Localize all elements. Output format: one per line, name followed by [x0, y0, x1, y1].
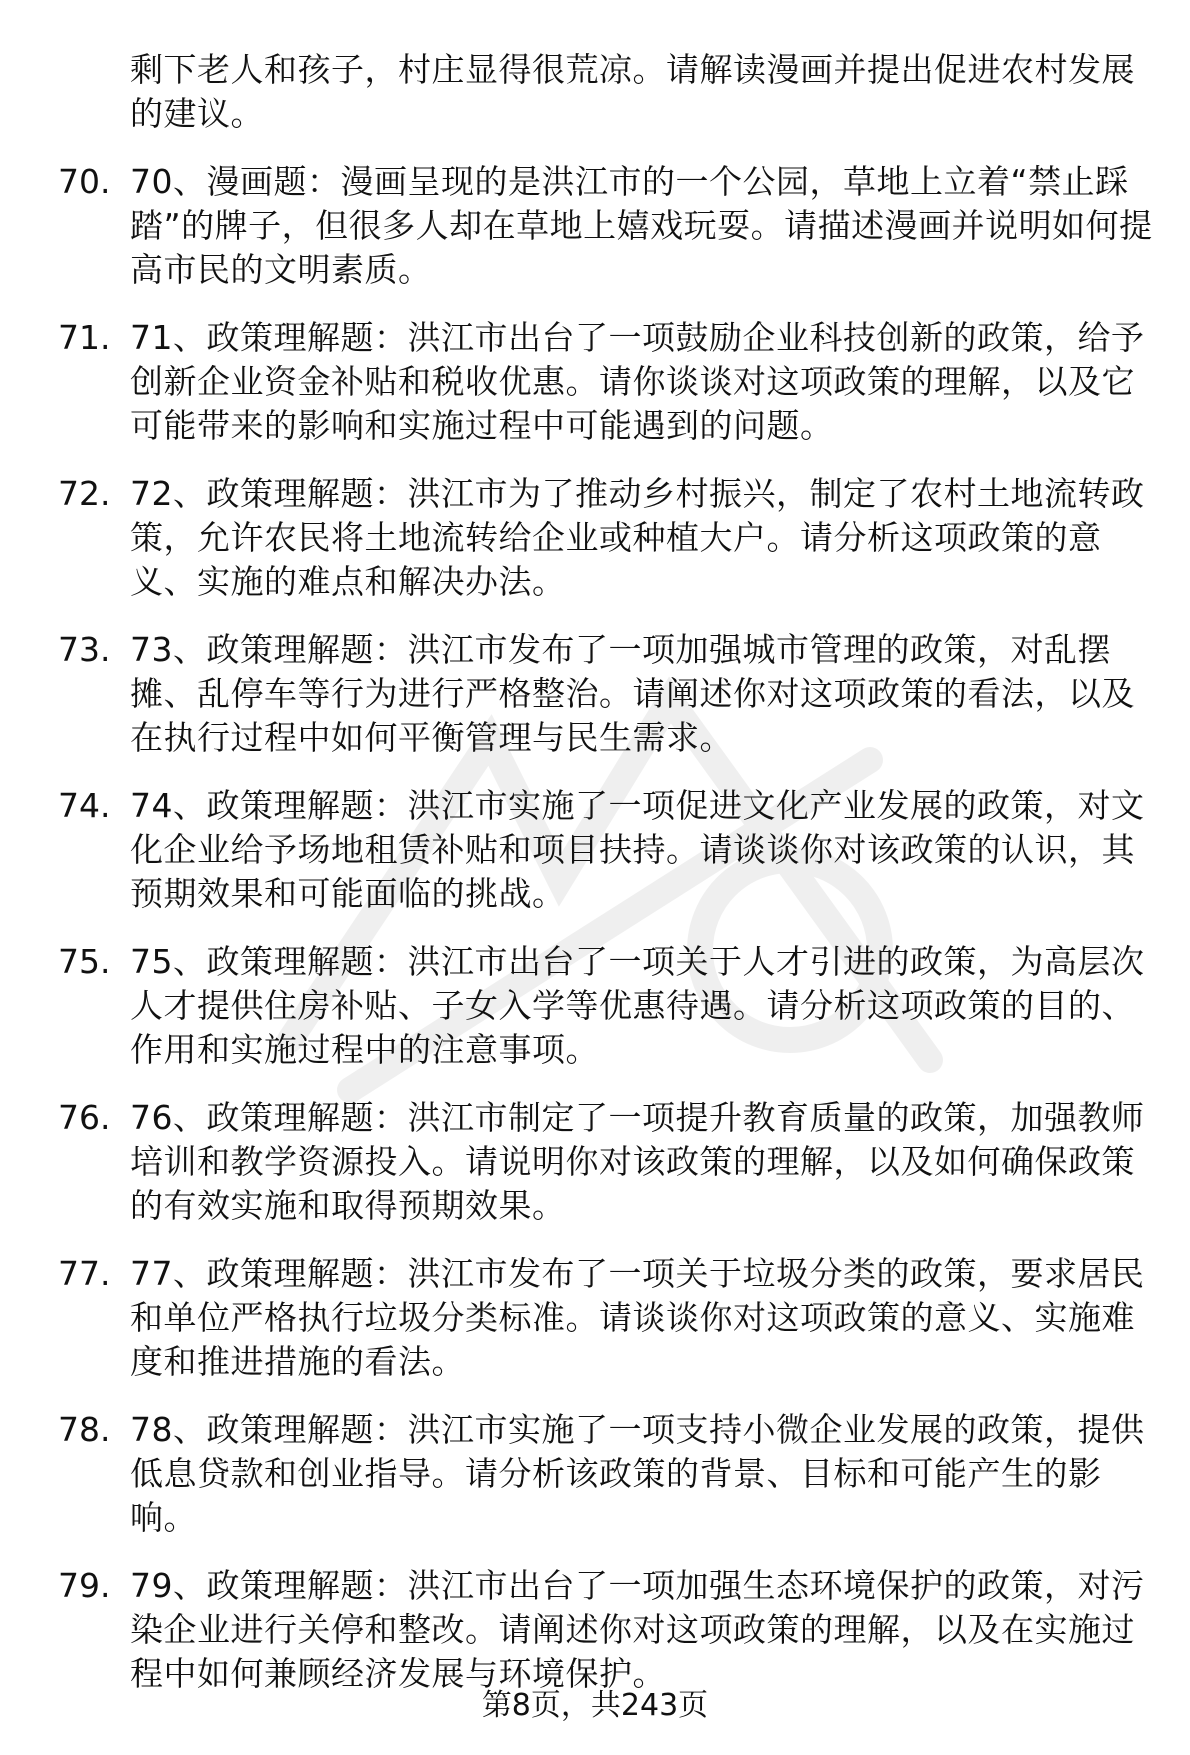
list-item	[58, 316, 1158, 448]
item-number: 79.	[58, 1566, 111, 1605]
item-number: 76.	[58, 1098, 111, 1137]
page-number-footer: 第8页，共243页	[481, 1688, 709, 1723]
list-item	[58, 628, 1158, 760]
item-text: 70、漫画题：漫画呈现的是洪江市的一个公园，草地上立着“禁止踩踏”的牌子，但很多人却在草地上嬉戏玩耍。请描述漫画并说明如何提高市民的文明素质。	[130, 162, 1153, 289]
item-text: 79、政策理解题：洪江市出台了一项加强生态环境保护的政策，对污染企业进行关停和整改。请阐述你对这项政策的理解，以及在实施过程中如何兼顾经济发展与环境保护。	[130, 1566, 1145, 1693]
item-text: 75、政策理解题：洪江市出台了一项关于人才引进的政策，为高层次人才提供住房补贴、子女入学等优惠待遇。请分析这项政策的目的、作用和实施过程中的注意事项。	[130, 942, 1145, 1069]
list-item	[58, 1408, 1158, 1540]
item-text: 77、政策理解题：洪江市发布了一项关于垃圾分类的政策，要求居民和单位严格执行垃圾分类标准。请谈谈你对这项政策的意义、实施难度和推进措施的看法。	[130, 1254, 1145, 1381]
item-text: 74、政策理解题：洪江市实施了一项促进文化产业发展的政策，对文化企业给予场地租赁补贴和项目扶持。请谈谈你对该政策的认识，其预期效果和可能面临的挑战。	[130, 786, 1145, 913]
item-text: 73、政策理解题：洪江市发布了一项加强城市管理的政策，对乱摆摊、乱停车等行为进行严格整治。请阐述你对这项政策的看法，以及在执行过程中如何平衡管理与民生需求。	[130, 630, 1135, 757]
list-item	[58, 1252, 1158, 1384]
item-number: 72.	[58, 474, 111, 513]
item-number: 73.	[58, 630, 111, 669]
list-item	[58, 784, 1158, 916]
item-number: 77.	[58, 1254, 111, 1293]
item-text: 72、政策理解题：洪江市为了推动乡村振兴，制定了农村土地流转政策，允许农民将土地流转给企业或种植大户。请分析这项政策的意义、实施的难点和解决办法。	[130, 474, 1145, 601]
item-number: 75.	[58, 942, 111, 981]
item-text: 76、政策理解题：洪江市制定了一项提升教育质量的政策，加强教师培训和教学资源投入。请说明你对该政策的理解，以及如何确保政策的有效实施和取得预期效果。	[130, 1098, 1145, 1225]
question-list	[58, 48, 1158, 1720]
item-number: 74.	[58, 786, 111, 825]
list-item	[58, 472, 1158, 604]
item-number: 78.	[58, 1410, 111, 1449]
list-item	[58, 1564, 1158, 1696]
item-text: 71、政策理解题：洪江市出台了一项鼓励企业科技创新的政策，给予创新企业资金补贴和税收优惠。请你谈谈对这项政策的理解，以及它可能带来的影响和实施过程中可能遇到的问题。	[130, 318, 1145, 445]
item-number: 71.	[58, 318, 111, 357]
list-item	[58, 940, 1158, 1072]
continued-question-text: 剩下老人和孩子，村庄显得很荒凉。请解读漫画并提出促进农村发展的建议。	[130, 50, 1135, 133]
list-item	[58, 1096, 1158, 1228]
list-item	[58, 160, 1158, 292]
item-text: 78、政策理解题：洪江市实施了一项支持小微企业发展的政策，提供低息贷款和创业指导。请分析该政策的背景、目标和可能产生的影响。	[130, 1410, 1145, 1537]
item-number: 70.	[58, 162, 111, 201]
